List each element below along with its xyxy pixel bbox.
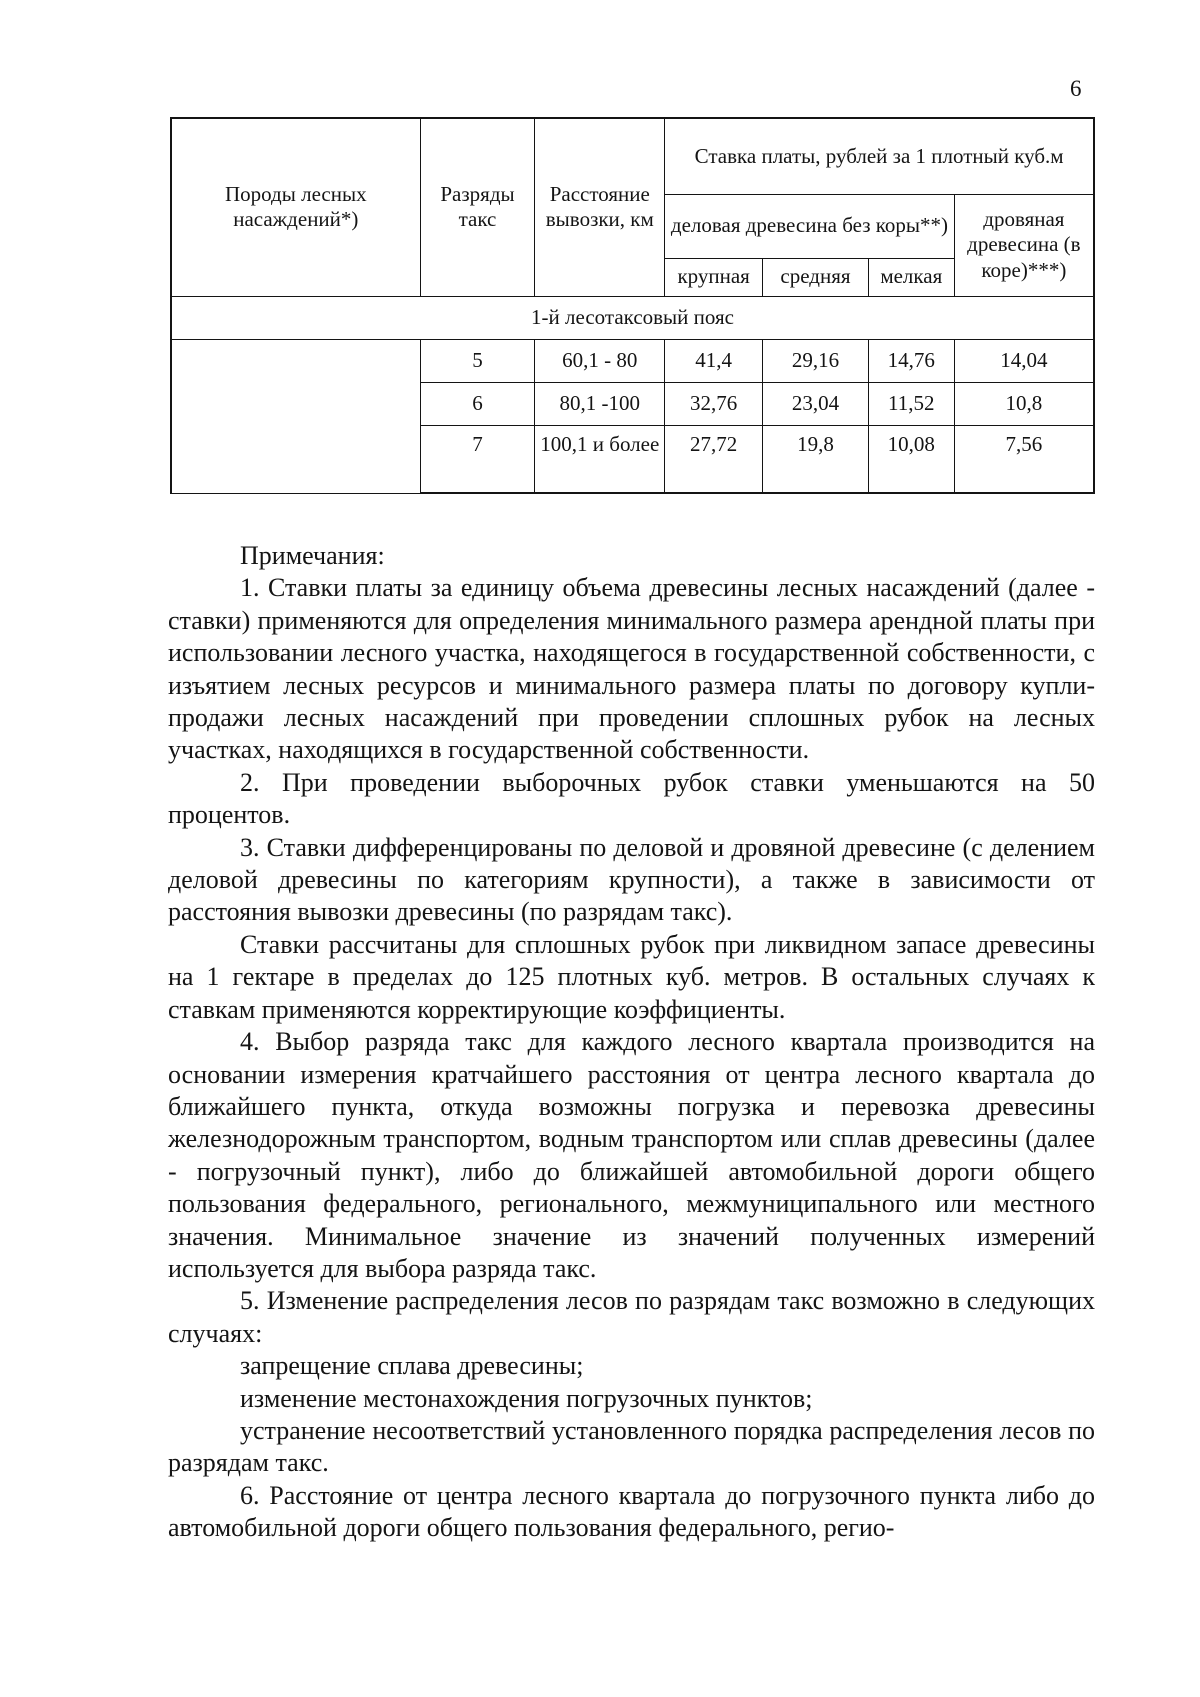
rates-table (170, 117, 1095, 494)
species-cell (171, 339, 420, 493)
note-paragraph: 5. Изменение распределения лесов по разрядам такс возможно в следующих случаях: (168, 1286, 1095, 1348)
cell-medium: 19,8 (763, 425, 869, 493)
cell-distance: 60,1 - 80 (535, 339, 665, 382)
header-distance: Расстояние вывозки, км (535, 118, 665, 296)
cell-fuel: 10,8 (954, 382, 1094, 425)
page-number: 6 (1070, 76, 1082, 101)
note-paragraph: 3. Ставки дифференцированы по деловой и дровяной древесине (с делением деловой древесины по категориям крупности), а также в зависимости от расстояния вывозки древесины (по разрядам такс). (168, 832, 1095, 927)
header-large: крупная (665, 258, 763, 296)
header-business-wood: деловая древесина без коры**) (665, 194, 955, 258)
header-rate: Ставка платы, рублей за 1 плотный куб.м (665, 118, 1094, 194)
belt-label: 1-й лесотаксовый пояс (171, 296, 1094, 339)
note-paragraph: Ставки рассчитаны для сплошных рубок при ликвидном запасе древесины на 1 гектаре в пределах до 125 плотных куб. метров. В остальных случаях к ставкам применяются корректирующие коэффициенты. (168, 929, 1095, 1024)
header-tax-grade: Разряды такс (420, 118, 535, 296)
note-paragraph: устранение несоответствий установленного порядка распределения лесов по разрядам такс. (168, 1415, 1095, 1478)
cell-medium: 29,16 (763, 339, 869, 382)
header-medium: средняя (763, 258, 869, 296)
cell-medium: 23,04 (763, 382, 869, 425)
note-paragraph: запрещение сплава древесины; (240, 1351, 584, 1381)
notes-title: Примечания: (240, 541, 385, 570)
cell-small: 14,76 (868, 339, 954, 382)
cell-fuel: 14,04 (954, 339, 1094, 382)
cell-grade: 7 (420, 425, 535, 493)
cell-large: 41,4 (665, 339, 763, 382)
cell-fuel: 7,56 (954, 425, 1094, 493)
cell-large: 32,76 (665, 382, 763, 425)
table-row (171, 339, 1094, 382)
note-paragraph: 4. Выбор разряда такс для каждого лесного квартала производится на основании измерения кратчайшего расстояния от центра лесного квартала до ближайшего пункта, откуда возможны погрузка и перевозка древесины железнодорожным транспортом, водным транспортом или сплав древесины (далее - погрузочный пункт), либо до ближайшей автомобильной дороги общего пользования федерального, регионального, межмуниципального или местного значения. Минимальное значение из значений полученных измерений используется для выбора разряда такс. (168, 1027, 1095, 1283)
cell-small: 10,08 (868, 425, 954, 493)
header-species: Породы лесных насаждений*) (171, 118, 420, 296)
cell-large: 27,72 (665, 425, 763, 493)
note-paragraph: изменение местонахождения погрузочных пунктов; (240, 1383, 813, 1413)
notes-section (168, 540, 1095, 1545)
cell-small: 11,52 (868, 382, 954, 425)
cell-grade: 5 (420, 339, 535, 382)
note-paragraph: 2. При проведении выборочных рубок ставки уменьшаются на 50 процентов. (168, 767, 1095, 830)
cell-grade: 6 (420, 382, 535, 425)
cell-distance: 100,1 и более (535, 425, 665, 493)
note-paragraph: 6. Расстояние от центра лесного квартала до погрузочного пункта либо до автомобильной дороги общего пользования федерального, регио- (168, 1480, 1095, 1543)
cell-distance: 80,1 -100 (535, 382, 665, 425)
note-paragraph: 1. Ставки платы за единицу объема древесины лесных насаждений (далее - ставки) применяются для определения минимального размера арендной платы при использовании лесного участка, находящегося в государственной собственности, с изъятием лесных ресурсов и минимального размера платы по договору купли-продажи лесных насаждений при проведении сплошных рубок на лесных участках, находящихся в государственной собственности. (168, 573, 1095, 765)
header-fuel-wood: дровяная древесина (в коре)***) (954, 194, 1094, 296)
header-small: мелкая (868, 258, 954, 296)
